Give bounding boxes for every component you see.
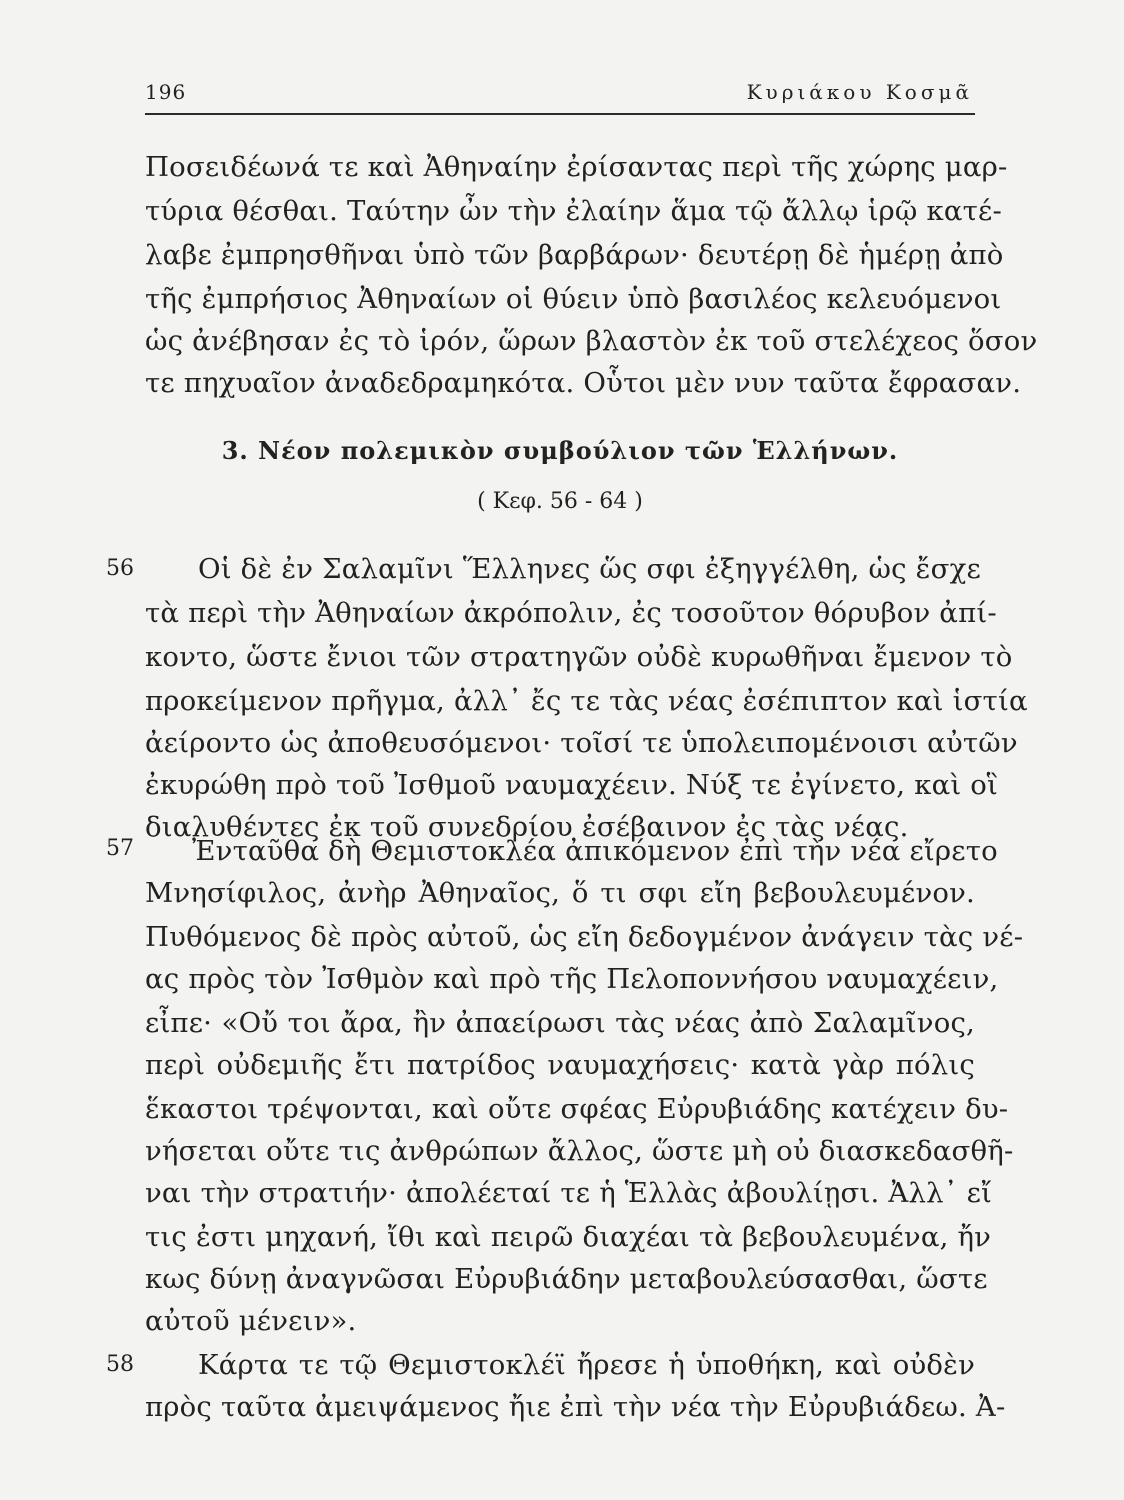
text-line: Μνησίφιλος, ἀνὴρ Ἀθηναῖος, ὅ τι σφι εἴη βεβουλευμένον. xyxy=(145,877,975,909)
text-line: τῆς ἐμπρήσιος Ἀθηναίων οἱ θύειν ὑπὸ βασιλέος κελευόμενοι xyxy=(145,283,1002,315)
text-line: τις ἐστι μηχανή, ἴθι καὶ πειρῶ διαχέαι τὰ βεβουλευμένα, ἤν xyxy=(145,1221,992,1253)
text-line: αὐτοῦ μένειν». xyxy=(145,1305,357,1337)
text-line: προκείμενον πρῆγμα, ἀλλ᾽ ἔς τε τὰς νέας ἐσέπιπτον καὶ ἱστία xyxy=(145,685,1028,717)
section-title: 3. Νέον πολεμικὸν συμβούλιον τῶν Ἑλλήνων. xyxy=(221,436,899,465)
text-line: ας πρὸς τὸν Ἰσθμὸν καὶ πρὸ τῆς Πελοποννήσου ναυμαχέειν, xyxy=(145,963,999,995)
text-line: Πυθόμενος δὲ πρὸς αὐτοῦ, ὡς εἴη δεδογμένον ἀνάγειν τὰς νέ- xyxy=(145,921,1024,953)
text-line: ἕκαστοι τρέψονται, καὶ οὔτε σφέας Εὐρυβιάδης κατέχειν δυ- xyxy=(145,1093,1009,1125)
running-title: Κυριάκου Κοσμᾶ xyxy=(746,80,973,104)
header-rule xyxy=(145,113,975,115)
paragraph-number: 57 xyxy=(106,836,134,861)
paragraph-number: 58 xyxy=(106,1352,134,1377)
text-line: διαλυθέντες ἐκ τοῦ συνεδρίου ἐσέβαινον ἐς τὰς νέας. xyxy=(145,811,909,843)
page-number: 196 xyxy=(145,80,187,104)
text-line: νήσεται οὔτε τις ἀνθρώπων ἄλλος, ὥστε μὴ οὐ διασκεδασθῆ- xyxy=(145,1135,1014,1167)
text-line: ἐκυρώθη πρὸ τοῦ Ἰσθμοῦ ναυμαχέειν. Νύξ τε ἐγίνετο, καὶ οἳ xyxy=(145,769,999,801)
text-line: εἶπε· «Οὔ τοι ἄρα, ἢν ἀπαείρωσι τὰς νέας ἀπὸ Σαλαμῖνος, xyxy=(145,1007,975,1039)
text-line: περὶ οὐδεμιῆς ἔτι πατρίδος ναυμαχήσεις· κατὰ γὰρ πόλις xyxy=(145,1049,975,1081)
text-line: κοντο, ὥστε ἔνιοι τῶν στρατηγῶν οὐδὲ κυρωθῆναι ἔμενον τὸ xyxy=(145,641,1013,673)
text-line: λαβε ἐμπρησθῆναι ὑπὸ τῶν βαρβάρων· δευτέρῃ δὲ ἡμέρῃ ἀπὸ xyxy=(145,239,1004,271)
paragraph-number: 56 xyxy=(106,556,134,581)
text-line: ἀείροντο ὡς ἀποθευσόμενοι· τοῖσί τε ὑπολειπομένοισι αὐτῶν xyxy=(145,727,1018,759)
section-reference: ( Κεφ. 56 - 64 ) xyxy=(477,489,643,514)
text-line: τε πηχυαῖον ἀναδεδραμηκότα. Οὗτοι μὲν νυν ταῦτα ἔφρασαν. xyxy=(145,367,1022,399)
text-line: ναι τὴν στρατιήν· ἀπολέεταί τε ἡ Ἑλλὰς ἀβουλίῃσι. Ἀλλ᾽ εἴ xyxy=(145,1177,993,1209)
text-line: πρὸς ταῦτα ἀμειψάμενος ἤιε ἐπὶ τὴν νέα τὴν Εὐρυβιάδεω. Ἀ- xyxy=(145,1391,1006,1423)
text-line: ὡς ἀνέβησαν ἐς τὸ ἱρόν, ὥρων βλαστὸν ἐκ τοῦ στελέχεος ὅσον xyxy=(145,325,1038,357)
text-line: Ποσειδέωνά τε καὶ Ἀθηναίην ἐρίσαντας περὶ τῆς χώρης μαρ- xyxy=(145,151,1008,183)
text-line: τύρια θέσθαι. Ταύτην ὦν τὴν ἐλαίην ἅμα τῷ ἄλλῳ ἱρῷ κατέ- xyxy=(145,195,1002,227)
text-line: Ἐνταῦθα δὴ Θεμιστοκλέα ἀπικόμενον ἐπὶ τὴν νέα εἴρετο xyxy=(192,835,998,867)
text-line: Κάρτα τε τῷ Θεμιστοκλέϊ ἤρεσε ἡ ὑποθήκη, καὶ οὐδὲν xyxy=(198,1349,975,1381)
text-line: Οἱ δὲ ἐν Σαλαμῖνι Ἕλληνες ὥς σφι ἐξηγγέλθη, ὡς ἔσχε xyxy=(198,553,981,585)
text-line: τὰ περὶ τὴν Ἀθηναίων ἀκρόπολιν, ἐς τοσοῦτον θόρυβον ἀπί- xyxy=(145,597,997,629)
text-line: κως δύνῃ ἀναγνῶσαι Εὐρυβιάδην μεταβουλεύσασθαι, ὥστε xyxy=(145,1263,988,1295)
